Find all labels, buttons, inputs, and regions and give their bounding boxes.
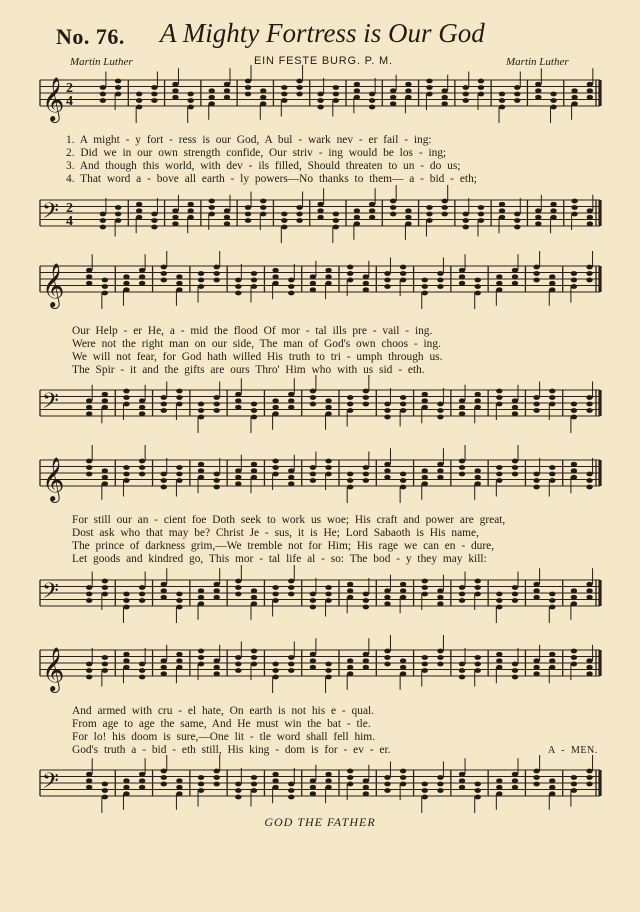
bass-staff-3 <box>0 572 640 632</box>
svg-text:𝄞: 𝄞 <box>42 263 65 307</box>
bass-staff-1 <box>0 192 640 252</box>
amen-label: A - MEN. <box>548 745 598 756</box>
svg-text:𝄢: 𝄢 <box>42 199 59 229</box>
lyric-line: 4. That word a - bove all earth - ly powers—No thanks to them— a - bid - eth; <box>66 173 477 185</box>
lyric-line: Our Help - er He, a - mid the flood Of mor - tal ills pre - vail - ing. <box>72 325 433 337</box>
treble-staff-1 <box>0 72 640 122</box>
lyric-line: For still our an - cient foe Doth seek to work us woe; His craft and power are great, <box>72 514 506 526</box>
treble-staff-4 <box>0 642 640 702</box>
treble-staff-2 <box>0 258 640 318</box>
section-footer: GOD THE FATHER <box>264 815 376 829</box>
lyric-line: 1. A might - y fort - ress is our God, A bul - wark nev - er fail - ing: <box>66 134 432 146</box>
svg-text:𝄢: 𝄢 <box>42 389 59 419</box>
words-credit: Martin Luther <box>70 56 133 68</box>
lyric-line: Let goods and kindred go, This mor - tal life al - so: The bod - y they may kill: <box>72 553 487 565</box>
svg-text:4: 4 <box>66 214 73 229</box>
bass-staff-4 <box>0 762 640 822</box>
tune-name: EIN FESTE BURG. P. M. <box>254 55 393 67</box>
hymn-title: A Mighty Fortress is Our God <box>160 18 485 48</box>
svg-text:𝄞: 𝄞 <box>42 77 65 121</box>
music-credit: Martin Luther <box>506 56 569 68</box>
svg-text:4: 4 <box>66 94 73 109</box>
lyric-line: For lo! his doom is sure,—One lit - tle word shall fell him. <box>72 731 376 743</box>
lyric-line: 3. And though this world, with dev - ils filled, Should threaten to un - do us; <box>66 160 461 172</box>
lyric-line: The Spir - it and the gifts are ours Thro' Him who with us sid - eth. <box>72 364 425 376</box>
lyric-line: Were not the right man on our side, The man of God's own choos - ing. <box>72 338 441 350</box>
lyric-line: Dost ask who that may be? Christ Je - sus, it is He; Lord Sabaoth is His name, <box>72 527 479 539</box>
svg-text:𝄞: 𝄞 <box>42 457 65 501</box>
svg-text:𝄢: 𝄢 <box>42 769 59 799</box>
lyric-line: 2. Did we in our own strength confide, Our striv - ing would be los - ing; <box>66 147 447 159</box>
lyric-line: From age to age the same, And He must win the bat - tle. <box>72 718 371 730</box>
lyric-line: We will not fear, for God hath willed His truth to tri - umph through us. <box>72 351 443 363</box>
hymn-number: No. 76. <box>56 24 125 49</box>
svg-text:2: 2 <box>66 201 73 216</box>
svg-text:2: 2 <box>66 81 73 96</box>
svg-text:𝄞: 𝄞 <box>42 647 65 691</box>
lyric-line: God's truth a - bid - eth still, His king - dom is for - ev - er. <box>72 744 391 756</box>
treble-staff-3 <box>0 452 640 512</box>
lyric-line: And armed with cru - el hate, On earth is not his e - qual. <box>72 705 375 717</box>
bass-staff-2 <box>0 382 640 442</box>
lyric-line: The prince of darkness grim,—We tremble not for Him; His rage we can en - dure, <box>72 540 495 552</box>
svg-text:𝄢: 𝄢 <box>42 579 59 609</box>
